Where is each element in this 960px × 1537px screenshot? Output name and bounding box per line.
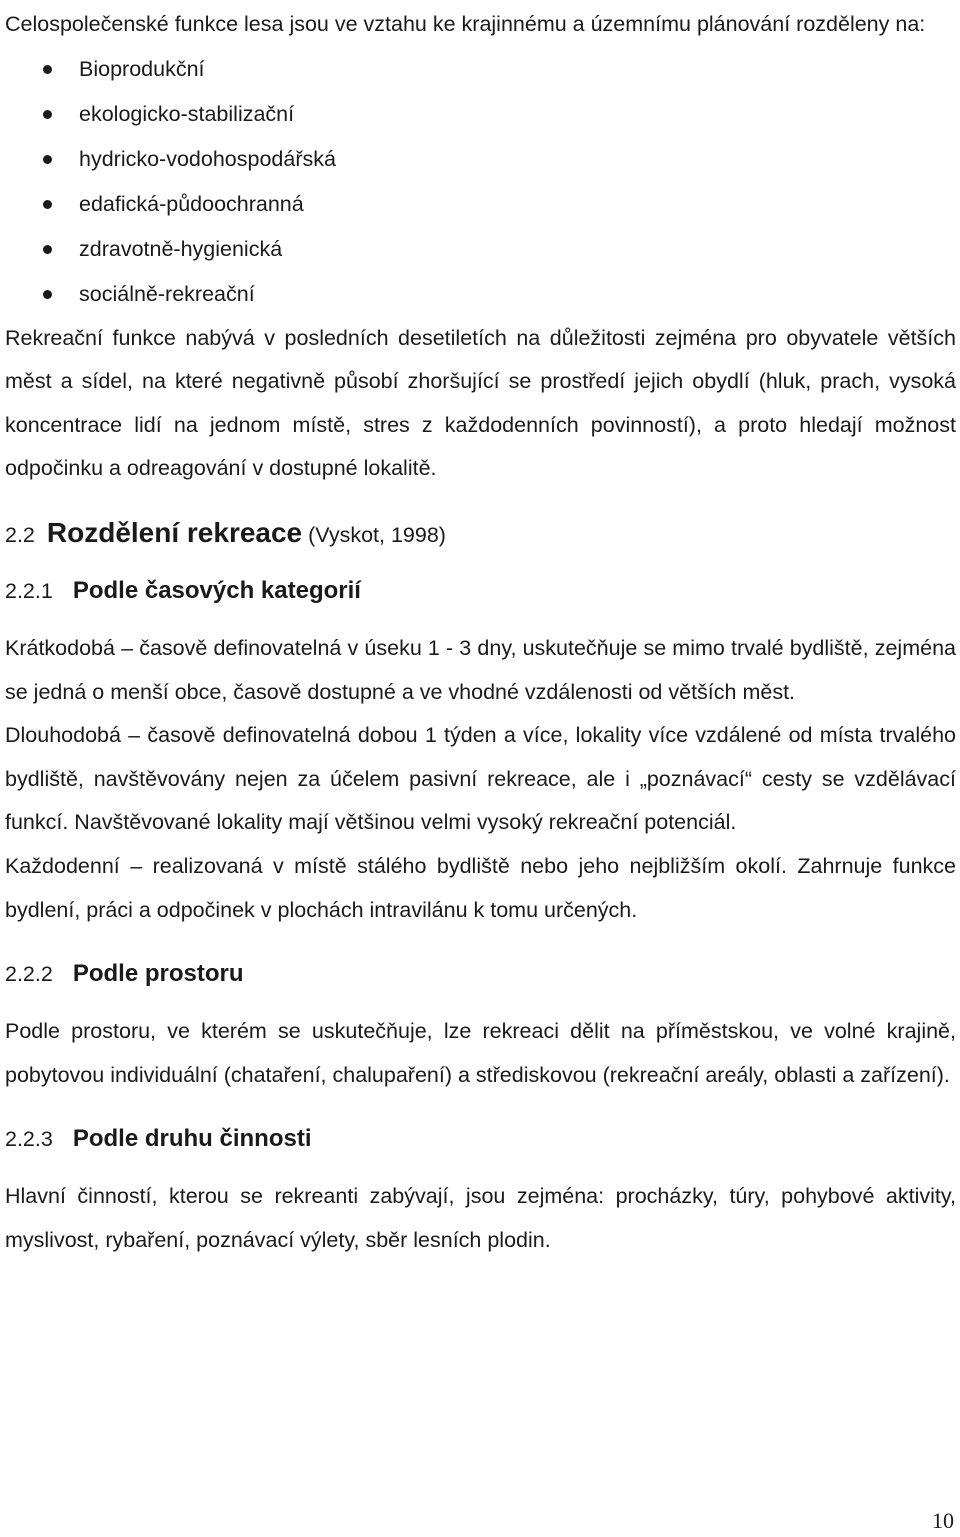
list-item: hydricko-vodohospodářská: [5, 137, 956, 182]
list-item: sociálně-rekreační: [5, 272, 956, 317]
list-item: zdravotně-hygienická: [5, 227, 956, 272]
subsection-heading: [5, 563, 956, 619]
bullet-icon: [43, 155, 52, 164]
activity-paragraph: Hlavní činností, kterou se rekreanti zabývají, jsou zejména: procházky, túry, pohybové aktivity, myslivost, rybaření, poznávací výlety, sběr lesních plodin.: [5, 1184, 956, 1252]
subsection-heading: [5, 946, 956, 1002]
intro-paragraph: Celospolečenské funkce lesa jsou ve vztahu ke krajinnému a územnímu plánování rozděleny na:: [5, 12, 926, 36]
subsection-title: Podle časových kategorií: [72, 576, 361, 604]
long-term-paragraph: Dlouhodobá – časově definovatelná dobou 1 týden a více, lokality více vzdálené od místa trvalého bydliště, navštěvovány nejen za účelem pasivní rekreace, ale i „poznávací“ cesty se vzdělávací funkcí. Navštěvované lokality mají většinou velmi vysoký rekreační potenciál.: [5, 723, 956, 835]
space-paragraph: Podle prostoru, ve kterém se uskutečňuje, lze rekreaci dělit na příměstskou, ve volné krajině, pobytovou individuální (chataření, chalupaření) a střediskovou (rekreační areály, oblasti a zařízení).: [5, 1019, 956, 1087]
subsection-title: Podle druhu činnosti: [72, 1125, 312, 1153]
list-item: ekologicko-stabilizační: [5, 92, 956, 137]
bullet-icon: [43, 200, 52, 209]
list-item: Bioprodukční: [5, 47, 956, 92]
section-number: 2.2: [5, 522, 35, 547]
subsection-title: Podle prostoru: [72, 960, 244, 988]
list-item: edafická-půdoochranná: [5, 182, 956, 227]
forest-functions-list: [5, 47, 956, 317]
subsection-number: 2.2.3: [5, 1127, 53, 1152]
subsection-heading: [5, 1111, 956, 1167]
bullet-icon: [43, 65, 52, 74]
recreation-paragraph: Rekreační funkce nabývá v posledních desetiletích na důležitosti zejména pro obyvatele větších měst a sídel, na které negativně působí zhoršující se prostředí jejich obydlí (hluk, prach, vysoká koncentrace lidí na jednom místě, stres z každodenních povinností), a proto hledají možnost odpočinku a odreagování v dostupné lokalitě.: [5, 325, 956, 481]
bullet-icon: [43, 290, 52, 299]
section-title: Rozdělení rekreace: [46, 516, 303, 548]
page-number: 10: [932, 1508, 954, 1533]
subsection-number: 2.2.1: [5, 578, 53, 603]
section-citation: (Vyskot, 1998): [308, 522, 446, 547]
short-term-paragraph: Krátkodobá – časově definovatelná v úseku 1 - 3 dny, uskutečňuje se mimo trvalé bydliště, zejména se jedná o menší obce, časově dostupné a ve vhodné vzdálenosti od větších měst.: [5, 635, 956, 704]
bullet-icon: [43, 245, 52, 254]
document-page: [5, 0, 956, 1263]
section-heading: [5, 505, 956, 563]
bullet-icon: [43, 110, 52, 119]
daily-paragraph: Každodenní – realizovaná v místě stálého bydliště nebo jeho nejbližším okolí. Zahrnuje funkce bydlení, práci a odpočinek v plochách intravilánu k tomu určených.: [5, 853, 956, 922]
subsection-number: 2.2.2: [5, 962, 53, 987]
